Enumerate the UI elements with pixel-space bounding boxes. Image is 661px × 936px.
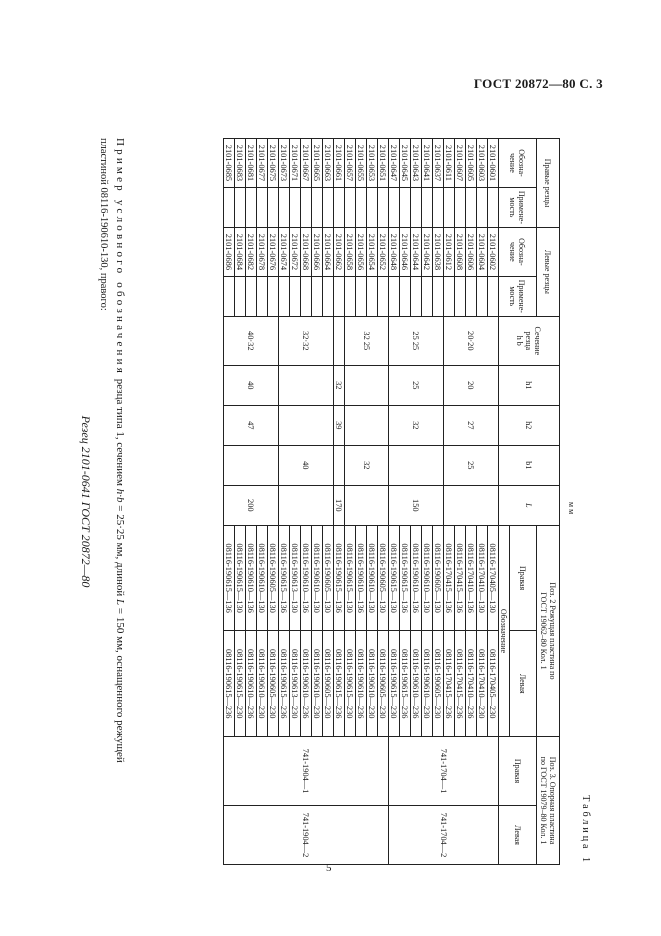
right-designation-cell: 2101-0673	[279, 139, 290, 188]
group-section-cell: 25 25	[389, 316, 444, 365]
left-applicability-cell	[433, 276, 444, 316]
rotated-table-page	[61, 138, 596, 865]
pos2-right-cell: 08116-190610—136	[301, 525, 312, 631]
right-designation-cell: 2101-0647	[389, 139, 400, 188]
right-designation-cell: 2101-0661	[334, 139, 345, 188]
left-designation-cell: 2101-0678	[257, 227, 268, 276]
right-applicability-cell	[433, 187, 444, 227]
example-line-1	[114, 138, 126, 865]
pos2-right-cell: 08116-170405—130	[488, 525, 499, 631]
left-applicability-cell	[444, 276, 455, 316]
left-applicability-cell	[367, 276, 378, 316]
right-applicability-cell	[477, 187, 488, 227]
right-designation-cell: 2101-0677	[257, 139, 268, 188]
header-right-cutters: Правые резцы	[537, 139, 560, 228]
header-pos2: Поз. 2 Режущая пластина по ГОСТ 19062–80 Кол. 1	[537, 525, 560, 736]
right-designation-cell: 2101-0605	[466, 139, 477, 188]
left-applicability-cell	[312, 276, 323, 316]
left-applicability-cell	[235, 276, 246, 316]
group-L-cell: 200	[224, 485, 279, 525]
pos2-left-cell: 08116-190605—230	[323, 631, 334, 737]
example-formula-1: h·b	[114, 488, 126, 503]
left-designation-cell: 2101-0684	[235, 227, 246, 276]
right-applicability-cell	[323, 187, 334, 227]
pos2-right-cell: 08116-190615—130	[235, 525, 246, 631]
pos2-right-cell: 08116-190613—130	[290, 525, 301, 631]
left-applicability-cell	[455, 276, 466, 316]
right-designation-cell: 2101-0663	[323, 139, 334, 188]
left-applicability-cell	[356, 276, 367, 316]
right-designation-cell: 2101-0637	[433, 139, 444, 188]
group-h1-cell: 40	[224, 365, 279, 405]
group-L-cell	[279, 485, 334, 525]
header-section: Сечение резца h b	[499, 316, 560, 365]
pos2-left-cell: 08116-170415—236	[444, 631, 455, 737]
group-h2-cell: 32	[389, 405, 444, 445]
group-b1-cell: 25	[444, 445, 499, 485]
left-designation-cell: 2101-0642	[422, 227, 433, 276]
right-designation-cell: 2101-0653	[367, 139, 378, 188]
left-designation-cell: 2101-0602	[488, 227, 499, 276]
left-applicability-cell	[279, 276, 290, 316]
pos2-left-cell: 08116-190605—230	[268, 631, 279, 737]
group-L-cell	[345, 485, 389, 525]
group-b1-cell	[389, 445, 444, 485]
left-designation-cell: 2101-0604	[477, 227, 488, 276]
pos2-right-cell: 08116-170410—130	[477, 525, 488, 631]
right-designation-cell: 2101-0603	[477, 139, 488, 188]
pos2-right-cell: 08116-190605—130	[268, 525, 279, 631]
pos2-left-cell: 08116-190610—230	[312, 631, 323, 737]
pos2-left-cell: 08116-190610—236	[356, 631, 367, 737]
pos2-right-cell: 08116-190610—130	[257, 525, 268, 631]
left-applicability-cell	[389, 276, 400, 316]
pos2-right-cell: 08116-190605—130	[433, 525, 444, 631]
example-designation: Резец 2101-0641 ГОСТ 20872—80	[79, 415, 93, 588]
left-applicability-cell	[422, 276, 433, 316]
pos3-left-cell: 741-1904—2	[224, 805, 389, 864]
right-applicability-cell	[422, 187, 433, 227]
left-designation-cell: 2101-0672	[290, 227, 301, 276]
header-pos3-right: Правая	[499, 737, 537, 806]
pos2-right-cell: 08116-170415—136	[455, 525, 466, 631]
left-applicability-cell	[290, 276, 301, 316]
pos2-left-cell: 08116-190615—236	[334, 631, 345, 737]
group-section-cell: 32·32	[279, 316, 334, 365]
left-applicability-cell	[246, 276, 257, 316]
cutters-table	[223, 138, 560, 865]
table-row	[378, 139, 389, 865]
pos2-right-cell: 08116-190610—130	[422, 525, 433, 631]
page-header: ГОСТ 20872—80 С. 3	[473, 76, 603, 91]
group-b1-cell	[224, 445, 279, 485]
pos2-left-cell: 08116-190615—230	[389, 631, 400, 737]
header-left-designation: Обозна- чение	[499, 227, 537, 276]
left-applicability-cell	[334, 276, 345, 316]
pos2-left-cell: 08116-190610—236	[411, 631, 422, 737]
group-section-cell	[334, 316, 345, 365]
group-section-cell: 40·32	[224, 316, 279, 365]
left-designation-cell: 2101-0646	[400, 227, 411, 276]
pos3-right-cell: 741-1704—1	[389, 737, 499, 806]
left-applicability-cell	[224, 276, 235, 316]
right-designation-cell: 2101-0683	[235, 139, 246, 188]
left-designation-cell: 2101-0638	[433, 227, 444, 276]
right-designation-cell: 2101-0685	[224, 139, 235, 188]
header-h1: h1	[499, 365, 560, 405]
left-applicability-cell	[378, 276, 389, 316]
left-designation-cell: 2101-0606	[466, 227, 477, 276]
pos2-right-cell: 08116-190615—136	[279, 525, 290, 631]
group-b1-cell	[334, 445, 345, 485]
right-designation-cell: 2101-0657	[345, 139, 356, 188]
pos2-left-cell: 08116-190610—230	[367, 631, 378, 737]
right-designation-cell: 2101-0675	[268, 139, 279, 188]
right-applicability-cell	[400, 187, 411, 227]
right-applicability-cell	[488, 187, 499, 227]
right-applicability-cell	[378, 187, 389, 227]
pos2-right-cell: 08116-190605—130	[323, 525, 334, 631]
right-applicability-cell	[367, 187, 378, 227]
pos2-left-cell: 08116-170405—230	[488, 631, 499, 737]
group-h2-cell: 47	[224, 405, 279, 445]
table-title: Таблица 1	[580, 795, 591, 865]
right-designation-cell: 2101-0655	[356, 139, 367, 188]
pos2-right-cell: 08116-190615—130	[345, 525, 356, 631]
units-label: мм	[567, 502, 576, 517]
right-applicability-cell	[279, 187, 290, 227]
left-designation-cell: 2101-0686	[224, 227, 235, 276]
right-designation-cell: 2101-0645	[400, 139, 411, 188]
pos2-right-cell: 08116-190615—130	[389, 525, 400, 631]
group-b1-cell: 32	[345, 445, 389, 485]
left-applicability-cell	[477, 276, 488, 316]
pos2-left-cell: 08116-190610—230	[257, 631, 268, 737]
pos2-left-cell: 08116-190615—236	[400, 631, 411, 737]
header-length: L	[499, 485, 560, 525]
header-pos2-right: Правая	[510, 525, 537, 631]
right-designation-cell: 2101-0601	[488, 139, 499, 188]
right-applicability-cell	[246, 187, 257, 227]
pos2-left-cell: 08116-170410—236	[466, 631, 477, 737]
pos2-left-cell: 08116-190605—230	[433, 631, 444, 737]
right-applicability-cell	[268, 187, 279, 227]
right-designation-cell: 2101-0671	[290, 139, 301, 188]
pos2-right-cell: 08116-190615—136	[224, 525, 235, 631]
group-h1-cell: 20	[444, 365, 499, 405]
right-applicability-cell	[290, 187, 301, 227]
pos2-right-cell: 08116-190615—136	[334, 525, 345, 631]
pos2-left-cell: 08116-190615—230	[235, 631, 246, 737]
right-designation-cell: 2101-0607	[455, 139, 466, 188]
right-designation-cell: 2101-0651	[378, 139, 389, 188]
right-designation-cell: 2101-0681	[246, 139, 257, 188]
header-right-applicability: Примене- мость	[499, 187, 537, 227]
group-h2-cell	[345, 405, 389, 445]
group-h1-cell	[279, 365, 334, 405]
header-h2: h2	[499, 405, 560, 445]
header-pos2-designation: Обозначение	[499, 525, 510, 736]
left-applicability-cell	[466, 276, 477, 316]
header-left-cutters: Левые резцы	[537, 227, 560, 316]
left-designation-cell: 2101-0656	[356, 227, 367, 276]
left-applicability-cell	[488, 276, 499, 316]
group-L-cell: 170	[334, 485, 345, 525]
header-b1: b1	[499, 445, 560, 485]
pos2-right-cell: 08116-190605—130	[378, 525, 389, 631]
left-designation-cell: 2101-0668	[301, 227, 312, 276]
pos2-right-cell: 08116-190610—136	[246, 525, 257, 631]
example-text-1: резца типа 1, сечением	[114, 375, 126, 489]
pos3-right-cell: 741-1904—1	[224, 737, 389, 806]
pos2-left-cell: 08116-190613—230	[290, 631, 301, 737]
group-b1-cell: 40	[279, 445, 334, 485]
right-applicability-cell	[301, 187, 312, 227]
pos2-left-cell: 08116-190615—236	[279, 631, 290, 737]
pos2-left-cell: 08116-190610—230	[422, 631, 433, 737]
right-applicability-cell	[224, 187, 235, 227]
header-pos3: Поз. 3. Опорная пластина по ГОСТ 19079–80 Кол. 1	[537, 737, 560, 865]
right-applicability-cell	[455, 187, 466, 227]
pos2-right-cell: 08116-190610—136	[411, 525, 422, 631]
right-applicability-cell	[312, 187, 323, 227]
example-text-3: = 150 мм, оснащенного режущей	[114, 605, 126, 763]
table-row	[488, 139, 499, 865]
left-designation-cell: 2101-0608	[455, 227, 466, 276]
right-designation-cell: 2101-0643	[411, 139, 422, 188]
left-designation-cell: 2101-0682	[246, 227, 257, 276]
group-section-cell: 20·20	[444, 316, 499, 365]
header-left-applicability: Примене- мость	[499, 276, 537, 316]
left-applicability-cell	[411, 276, 422, 316]
left-designation-cell: 2101-0648	[389, 227, 400, 276]
header-pos2-left: Левая	[510, 631, 537, 737]
left-designation-cell: 2101-0658	[345, 227, 356, 276]
pos2-left-cell: 08116-190610—236	[246, 631, 257, 737]
pos3-left-cell: 741-1704—2	[389, 805, 499, 864]
pos2-left-cell: 08116-190615—230	[345, 631, 356, 737]
left-designation-cell: 2101-0676	[268, 227, 279, 276]
left-designation-cell: 2101-0654	[367, 227, 378, 276]
right-applicability-cell	[411, 187, 422, 227]
header-pos3-left: Левая	[499, 805, 537, 864]
left-designation-cell: 2101-0612	[444, 227, 455, 276]
group-h1-cell: 32	[334, 365, 345, 405]
group-section-cell: 32 25	[345, 316, 389, 365]
pos2-right-cell: 08116-170410—136	[466, 525, 477, 631]
left-applicability-cell	[345, 276, 356, 316]
group-h1-cell: 25	[389, 365, 444, 405]
group-h2-cell: 39	[334, 405, 345, 445]
right-designation-cell: 2101-0641	[422, 139, 433, 188]
left-designation-cell: 2101-0674	[279, 227, 290, 276]
pos2-left-cell: 08116-190610—236	[301, 631, 312, 737]
pos2-left-cell: 08116-190605—230	[378, 631, 389, 737]
pos2-left-cell: 08116-170410—230	[477, 631, 488, 737]
pos2-right-cell: 08116-190615—136	[400, 525, 411, 631]
right-applicability-cell	[235, 187, 246, 227]
example-text-2: = 25·25 мм, длиной	[114, 502, 126, 600]
group-L-cell	[444, 485, 499, 525]
left-applicability-cell	[323, 276, 334, 316]
pos2-right-cell: 08116-190610—130	[312, 525, 323, 631]
right-applicability-cell	[356, 187, 367, 227]
example-formula-2: L	[114, 599, 126, 606]
left-designation-cell: 2101-0644	[411, 227, 422, 276]
group-h1-cell	[345, 365, 389, 405]
left-applicability-cell	[400, 276, 411, 316]
pos2-left-cell: 08116-170415—236	[455, 631, 466, 737]
right-applicability-cell	[466, 187, 477, 227]
pos2-left-cell: 08116-190615—236	[224, 631, 235, 737]
group-h2-cell: 27	[444, 405, 499, 445]
left-designation-cell: 2101-0652	[378, 227, 389, 276]
right-designation-cell: 2101-0665	[312, 139, 323, 188]
left-designation-cell: 2101-0664	[323, 227, 334, 276]
pos2-right-cell: 08116-190610—136	[356, 525, 367, 631]
header-right-designation: Обозна- чение	[499, 139, 537, 188]
right-applicability-cell	[334, 187, 345, 227]
left-designation-cell: 2101-0666	[312, 227, 323, 276]
group-h2-cell	[279, 405, 334, 445]
right-applicability-cell	[345, 187, 356, 227]
right-applicability-cell	[444, 187, 455, 227]
right-applicability-cell	[389, 187, 400, 227]
example-lead: Пример условного обозначения	[114, 138, 126, 376]
left-applicability-cell	[301, 276, 312, 316]
group-L-cell: 150	[389, 485, 444, 525]
page-number: 5	[326, 862, 332, 874]
left-applicability-cell	[257, 276, 268, 316]
left-applicability-cell	[268, 276, 279, 316]
right-designation-cell: 2101-0611	[444, 139, 455, 188]
right-designation-cell: 2101-0667	[301, 139, 312, 188]
right-applicability-cell	[257, 187, 268, 227]
left-designation-cell: 2101-0662	[334, 227, 345, 276]
pos2-right-cell: 08116-170415—136	[444, 525, 455, 631]
example-line-2: пластиной 08116-190610-130, правого:	[98, 138, 109, 311]
pos2-right-cell: 08116-190610—130	[367, 525, 378, 631]
